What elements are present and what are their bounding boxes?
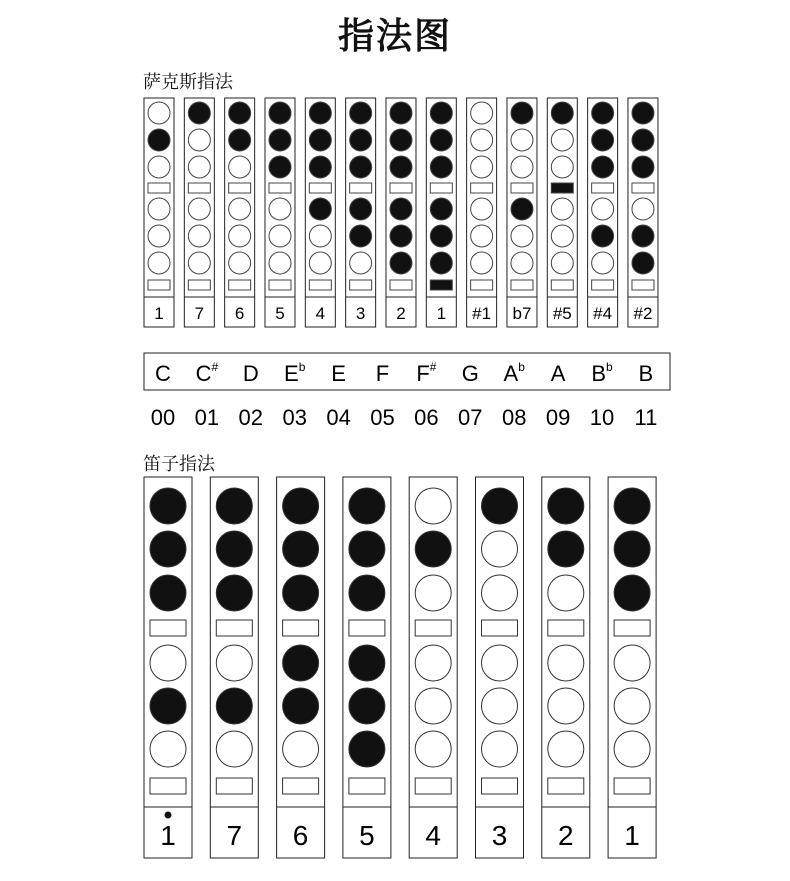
open-hole — [471, 129, 493, 151]
open-hole — [229, 252, 251, 274]
closed-hole — [283, 688, 319, 724]
closed-hole — [216, 488, 252, 524]
open-hole — [188, 252, 210, 274]
closed-hole — [349, 531, 385, 567]
closed-hole — [349, 575, 385, 611]
note-number: 03 — [282, 405, 307, 430]
flute-column-label: 3 — [491, 820, 508, 851]
open-hole — [415, 688, 451, 724]
open-hole — [551, 198, 573, 220]
closed-hole — [430, 102, 452, 124]
sax-column-label: 3 — [355, 304, 366, 323]
sax-column — [386, 98, 416, 327]
sax-column-label: 7 — [194, 304, 205, 323]
closed-hole — [632, 102, 654, 124]
open-key — [390, 183, 412, 193]
sax-column-label: 1 — [154, 304, 164, 323]
closed-hole — [390, 225, 412, 247]
closed-hole — [551, 102, 573, 124]
flute-column-label: 7 — [226, 820, 243, 851]
open-hole — [229, 225, 251, 247]
open-hole — [216, 645, 252, 681]
closed-hole — [632, 129, 654, 151]
open-key — [283, 620, 319, 636]
closed-hole — [592, 129, 614, 151]
open-key — [592, 280, 614, 290]
closed-hole — [350, 198, 372, 220]
note-name — [376, 361, 389, 386]
open-hole — [269, 225, 291, 247]
open-key — [188, 280, 210, 290]
flute-column-label: 1 — [624, 820, 640, 851]
flat-sign: b — [298, 360, 306, 374]
closed-hole — [283, 531, 319, 567]
open-hole — [148, 198, 170, 220]
sax-column-label: #4 — [593, 304, 613, 323]
sax-column — [507, 98, 537, 327]
open-hole — [482, 531, 518, 567]
sax-column — [265, 98, 295, 327]
flute-column — [210, 477, 258, 858]
open-hole — [188, 225, 210, 247]
closed-hole — [390, 156, 412, 178]
open-hole — [309, 225, 331, 247]
note-letter: F — [416, 361, 430, 386]
closed-hole — [592, 225, 614, 247]
sax-column-label: #1 — [472, 304, 492, 323]
open-hole — [269, 198, 291, 220]
closed-hole — [309, 102, 331, 124]
open-hole — [548, 575, 584, 611]
flute-section-title: 笛子指法 — [143, 454, 215, 475]
open-hole — [188, 129, 210, 151]
open-hole — [551, 252, 573, 274]
open-key — [283, 778, 319, 794]
open-hole — [150, 645, 186, 681]
open-hole — [482, 688, 518, 724]
closed-key — [430, 280, 452, 290]
open-key — [309, 280, 331, 290]
sax-column — [426, 98, 456, 327]
open-hole — [350, 252, 372, 274]
open-hole — [511, 129, 533, 151]
open-key — [188, 183, 210, 193]
closed-hole — [415, 531, 451, 567]
note-name — [155, 361, 171, 386]
open-key — [614, 620, 650, 636]
sax-column-label: #5 — [552, 304, 572, 323]
note-letter: D — [242, 361, 259, 386]
open-key — [148, 280, 170, 290]
open-hole — [548, 731, 584, 767]
closed-hole — [150, 575, 186, 611]
closed-hole — [430, 198, 452, 220]
open-hole — [614, 645, 650, 681]
closed-hole — [283, 575, 319, 611]
open-hole — [592, 198, 614, 220]
open-hole — [309, 252, 331, 274]
note-letter: F — [375, 361, 390, 386]
open-key — [415, 620, 451, 636]
open-hole — [551, 156, 573, 178]
closed-hole — [548, 488, 584, 524]
note-number: 00 — [150, 405, 176, 430]
closed-hole — [350, 156, 372, 178]
open-key — [632, 280, 654, 290]
closed-hole — [390, 198, 412, 220]
open-key — [415, 778, 451, 794]
open-key — [482, 778, 518, 794]
open-hole — [632, 198, 654, 220]
closed-hole — [350, 225, 372, 247]
closed-hole — [548, 531, 584, 567]
closed-hole — [614, 575, 650, 611]
open-key — [269, 183, 291, 193]
note-number: 02 — [238, 405, 264, 430]
open-hole — [415, 575, 451, 611]
open-hole — [548, 645, 584, 681]
flute-column — [542, 477, 590, 858]
flat-sign: b — [606, 360, 613, 374]
closed-hole — [632, 252, 654, 274]
closed-hole — [229, 102, 251, 124]
open-key — [482, 620, 518, 636]
closed-hole — [216, 531, 252, 567]
sax-column-label: #2 — [633, 304, 653, 323]
note-name — [243, 361, 259, 386]
open-key — [632, 183, 654, 193]
note-number: 07 — [458, 405, 483, 430]
closed-hole — [216, 575, 252, 611]
open-hole — [482, 645, 518, 681]
open-hole — [150, 731, 186, 767]
note-number: 01 — [194, 405, 220, 430]
sax-column-label: 2 — [396, 304, 406, 323]
closed-hole — [632, 156, 654, 178]
sax-column — [467, 98, 497, 327]
open-key — [229, 280, 251, 290]
note-name — [639, 361, 654, 386]
flute-column-label: 2 — [558, 820, 574, 851]
sax-column — [628, 98, 658, 327]
sax-column — [305, 98, 335, 327]
open-hole — [229, 198, 251, 220]
open-key — [614, 778, 650, 794]
sax-column-label: 1 — [436, 304, 447, 323]
closed-hole — [309, 198, 331, 220]
flute-column-label: 1 — [160, 820, 176, 851]
flat-sign: b — [518, 360, 525, 374]
sax-column — [346, 98, 376, 327]
closed-hole — [511, 102, 533, 124]
flute-column — [144, 477, 192, 858]
open-key — [548, 778, 584, 794]
open-hole — [269, 252, 291, 274]
flute-column — [608, 477, 656, 858]
sax-section-title: 萨克斯指法 — [143, 72, 233, 93]
sax-column-label: 5 — [275, 304, 285, 323]
sax-column — [225, 98, 255, 327]
open-hole — [283, 731, 319, 767]
open-key — [551, 280, 573, 290]
open-hole — [188, 198, 210, 220]
open-hole — [471, 102, 493, 124]
closed-hole — [632, 225, 654, 247]
closed-hole — [349, 645, 385, 681]
sax-column — [547, 98, 577, 327]
sharp-sign: # — [211, 360, 219, 374]
open-hole — [551, 225, 573, 247]
note-letter: G — [461, 361, 479, 386]
open-key — [148, 183, 170, 193]
note-name — [551, 361, 566, 386]
closed-hole — [349, 731, 385, 767]
note-letter: E — [284, 361, 299, 386]
flute-column-label: 5 — [359, 820, 375, 851]
closed-hole — [349, 688, 385, 724]
closed-hole — [229, 129, 251, 151]
open-hole — [592, 252, 614, 274]
closed-hole — [482, 488, 518, 524]
closed-hole — [390, 252, 412, 274]
note-name — [331, 361, 346, 386]
open-key — [229, 183, 251, 193]
open-key — [309, 183, 331, 193]
flute-column — [476, 477, 524, 858]
page-title: 指法图 — [337, 16, 452, 57]
open-key — [471, 280, 493, 290]
open-hole — [148, 102, 170, 124]
note-number: 05 — [370, 405, 395, 430]
open-key — [548, 620, 584, 636]
open-key — [430, 183, 452, 193]
note-number: 06 — [414, 405, 439, 430]
closed-hole — [511, 198, 533, 220]
flute-column-label: 4 — [425, 820, 441, 851]
flute-column — [277, 477, 325, 858]
open-hole — [471, 156, 493, 178]
open-hole — [148, 225, 170, 247]
note-letter: B — [591, 361, 606, 386]
open-hole — [471, 198, 493, 220]
open-hole — [548, 688, 584, 724]
sax-column-label: b7 — [512, 304, 532, 323]
open-key — [216, 778, 252, 794]
note-letter: C — [195, 361, 212, 386]
note-letter: A — [550, 361, 566, 386]
closed-key — [551, 183, 573, 193]
open-hole — [229, 156, 251, 178]
sax-column — [144, 98, 174, 327]
note-letter: C — [155, 361, 171, 386]
open-hole — [188, 156, 210, 178]
open-key — [592, 183, 614, 193]
open-hole — [148, 252, 170, 274]
sax-column — [184, 98, 214, 327]
closed-hole — [150, 531, 186, 567]
note-number: 04 — [326, 405, 351, 430]
open-hole — [471, 225, 493, 247]
note-letter: A — [503, 361, 519, 386]
closed-hole — [592, 156, 614, 178]
open-hole — [415, 731, 451, 767]
note-letter: B — [638, 361, 654, 386]
flute-column — [343, 477, 391, 858]
high-octave-dot — [165, 812, 172, 819]
open-hole — [415, 488, 451, 524]
sax-column-label: 4 — [315, 304, 326, 323]
closed-hole — [592, 102, 614, 124]
open-hole — [216, 731, 252, 767]
closed-hole — [150, 488, 186, 524]
closed-hole — [430, 129, 452, 151]
sharp-sign: # — [429, 360, 437, 374]
open-key — [216, 620, 252, 636]
closed-hole — [430, 252, 452, 274]
closed-hole — [269, 156, 291, 178]
open-key — [150, 778, 186, 794]
open-hole — [471, 252, 493, 274]
closed-hole — [349, 488, 385, 524]
open-hole — [614, 688, 650, 724]
open-hole — [551, 129, 573, 151]
open-hole — [148, 156, 170, 178]
closed-hole — [309, 156, 331, 178]
open-hole — [511, 252, 533, 274]
sax-column — [588, 98, 618, 327]
closed-hole — [216, 688, 252, 724]
open-key — [349, 778, 385, 794]
closed-hole — [430, 225, 452, 247]
closed-hole — [430, 156, 452, 178]
closed-hole — [390, 102, 412, 124]
open-key — [150, 620, 186, 636]
closed-hole — [350, 102, 372, 124]
flute-column-label: 6 — [292, 820, 309, 851]
note-letter: E — [331, 361, 346, 386]
closed-hole — [188, 102, 210, 124]
note-name — [462, 361, 479, 386]
closed-hole — [283, 488, 319, 524]
open-key — [511, 280, 533, 290]
note-number: 09 — [545, 405, 571, 430]
sax-column-label: 6 — [234, 304, 245, 323]
note-number: 08 — [501, 405, 527, 430]
closed-hole — [269, 102, 291, 124]
open-hole — [511, 156, 533, 178]
note-number: 10 — [589, 405, 615, 430]
open-hole — [415, 645, 451, 681]
open-key — [471, 183, 493, 193]
open-hole — [511, 225, 533, 247]
closed-hole — [150, 688, 186, 724]
closed-hole — [309, 129, 331, 151]
closed-hole — [350, 129, 372, 151]
open-hole — [482, 731, 518, 767]
closed-hole — [614, 488, 650, 524]
open-key — [511, 183, 533, 193]
closed-hole — [148, 129, 170, 151]
open-hole — [482, 575, 518, 611]
closed-hole — [283, 645, 319, 681]
flute-column — [409, 477, 457, 858]
open-key — [350, 280, 372, 290]
open-key — [269, 280, 291, 290]
open-key — [390, 280, 412, 290]
note-number: 11 — [634, 405, 658, 430]
closed-hole — [390, 129, 412, 151]
open-key — [350, 183, 372, 193]
closed-hole — [614, 531, 650, 567]
open-key — [349, 620, 385, 636]
closed-hole — [269, 129, 291, 151]
open-hole — [614, 731, 650, 767]
